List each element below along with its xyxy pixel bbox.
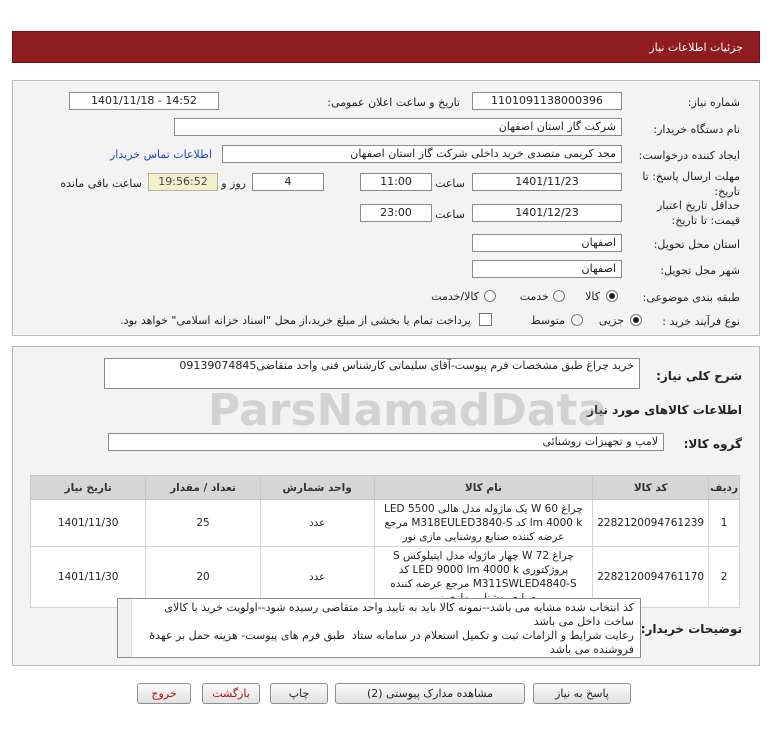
summary-field: خرید چراغ طبق مشخصات فرم پیوست-آقای سلیماتی کارشناس فنی واحد متقاضی09139074845 [104,358,640,389]
treasury-payment-checkbox[interactable] [479,313,492,326]
days-remaining-field: 4 [252,173,324,191]
row-date: 1401/11/30 [31,547,146,608]
city-field: اصفهان [472,260,622,278]
col-name: نام کالا [374,476,593,500]
row-qty: 20 [146,547,260,608]
watermark-logo: ParsNamadData [208,385,608,436]
city-label: شهر محل تحویل: [660,264,740,277]
reply-time-label: ساعت [435,177,465,190]
reply-time-field: 11:00 [360,173,432,191]
row-code: 2282120094761170 [593,547,709,608]
goods-group-label: گروه کالا: [683,437,742,451]
reply-button[interactable]: پاسخ به نیاز [533,683,631,704]
category-goods-service-radio[interactable] [484,290,496,302]
creator-label: ایجاد کننده درخواست: [638,149,740,162]
validity-time-field: 23:00 [360,204,432,222]
col-index: ردیف [709,476,740,500]
exit-button[interactable]: خروج [137,683,191,704]
treasury-payment-note: پرداخت تمام یا بخشی از مبلغ خرید،از محل "اسناد خزانه اسلامی" خواهد بود. [120,314,471,327]
notes-scrollbar[interactable] [118,599,132,657]
row-index: 2 [709,547,740,608]
table-row [31,500,740,547]
purchase-medium-radio[interactable] [571,314,583,326]
need-number-field: 1101091138000396 [472,92,622,110]
goods-section-title: اطلاعات کالاهای مورد نیاز [587,403,742,417]
remaining-time-display: 19:56:52 [148,173,218,191]
buyer-org-label: نام دستگاه خریدار: [653,123,740,136]
category-goods-service-label: کالا/خدمت [431,290,479,303]
purchase-type-label: نوع فرآیند خرید : [662,315,740,328]
announce-datetime-field: 1401/11/18 - 14:52 [69,92,219,110]
buyer-org-field: شرکت گاز استان اصفهان [174,118,622,136]
creator-field: مجد کریمی متصدی خرید داخلی شرکت گاز استان اصفهان [222,145,622,163]
province-field: اصفهان [472,234,622,252]
days-label: روز و [221,177,246,190]
purchase-minor-label: جزیی [598,314,624,327]
summary-label: شرح کلی نیاز: [656,369,742,383]
goods-group-field: لامپ و تجهیزات روشنائی [108,433,664,451]
print-button[interactable]: چاپ [270,683,328,704]
remaining-time-label: ساعت باقی مانده [60,177,142,190]
row-date: 1401/11/30 [31,500,146,547]
buyer-contact-link[interactable]: اطلاعات تماس خریدار [110,148,212,161]
row-name: چراغ W 72 چهار ماژوله مدل اپتیلوکس S پروژکتوری LED 9000 lm 4000 k کد M311SWLED4840-S مرجع عرضه کننده [374,547,593,608]
row-qty: 25 [146,500,260,547]
category-goods-radio[interactable] [606,290,618,302]
page-title: جزئیات اطلاعات نیاز [649,41,743,54]
category-service-radio[interactable] [553,290,565,302]
need-number-label: شماره نیاز: [687,96,740,109]
province-label: استان محل تحویل: [653,238,740,251]
validity-time-label: ساعت [435,208,465,221]
reply-deadline-label: مهلت ارسال پاسخ: تا تاریخ: [642,170,740,198]
page-header [12,31,760,63]
reply-date-field: 1401/11/23 [472,173,622,191]
category-service-label: خدمت [519,290,549,303]
attachments-button[interactable]: مشاهده مدارک پیوستی (2) [335,683,525,704]
goods-table [30,475,740,608]
row-unit: عدد [260,500,374,547]
col-code: کد کالا [593,476,709,500]
row-code: 2282120094761239 [593,500,709,547]
purchase-minor-radio[interactable] [630,314,642,326]
buyer-notes-label: توضیحات خریدار: [640,622,742,636]
purchase-medium-label: متوسط [530,314,565,327]
col-qty: تعداد / مقدار [146,476,260,500]
row-index: 1 [709,500,740,547]
announce-label: تاریخ و ساعت اعلان عمومی: [327,96,460,109]
category-goods-label: کالا [585,290,600,303]
back-button[interactable]: بازگشت [202,683,260,704]
buyer-notes-field: کد انتخاب شده مشابه می باشد--نمونه کالا باید به تایید واحد متقاضی رسیده شود--اولویت خرید با کالای ساخت داخل می باشد رعایت شرایط و الزامات ثبت و تکمیل استعلام در سامانه ستاد طبق فرم های پیوست- هزینه حمل بر عهدهٔ فروشنده می باشد [117,598,641,658]
row-name: چراغ W 60 یک ماژوله مدل هالی LED 5500 lm 4000 k کد M318EULED3840-S مرجع عرضه کننده صنایع روشنایی مازی نور [374,500,593,547]
col-unit: واحد شمارش [260,476,374,500]
row-unit: عدد [260,547,374,608]
category-label: طبقه بندی موضوعی: [642,291,740,304]
validity-date-field: 1401/12/23 [472,204,622,222]
col-date: تاریخ نیاز [31,476,146,500]
validity-label: حداقل تاریخ اعتبار قیمت: تا تاریخ: [656,199,740,227]
